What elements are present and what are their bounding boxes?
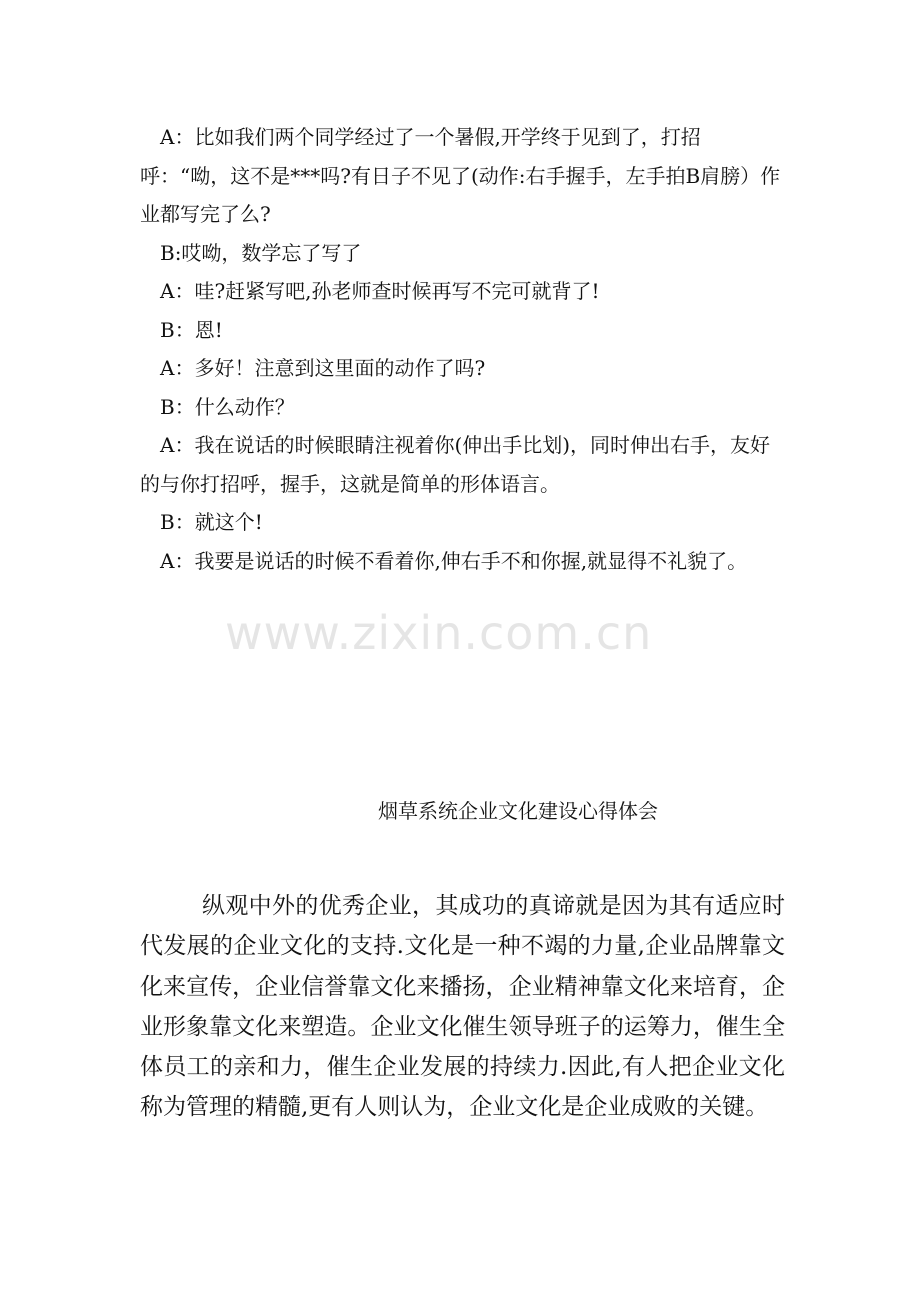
document-title: 烟草系统企业文化建设心得体会 bbox=[378, 799, 658, 823]
dialogue-line: A：多好！注意到这里面的动作了吗? bbox=[160, 356, 486, 380]
essay-paragraph: 纵观中外的优秀企业，其成功的真谛就是因为其有适应时代发展的企业文化的支持.文化是一种不竭的力量,企业品牌靠文化来宣传，企业信誉靠文化来播扬，企业精神靠文化来培育，企业形象靠文化来塑造。企业文化催生领导班子的运筹力，催生全体员工的亲和力，催生企业发展的持续力.因此,有人把企业文化称为管理的精髓,更有人则认为，企业文化是企业成败的关键。 bbox=[140, 893, 785, 1121]
dialogue-line: A：比如我们两个同学经过了一个暑假,开学终于见到了，打招呼：“呦，这不是***吗?有日子不见了(动作:右手握手，左手拍B肩膀）作业都写完了么? bbox=[140, 125, 781, 226]
dialogue-section bbox=[140, 118, 790, 580]
watermark: www.zixin.com.cn bbox=[225, 606, 653, 660]
dialogue-line: A：我在说话的时候眼睛注视着你(伸出手比划)，同时伸出右手，友好的与你打招呼，握手，这就是简单的形体语言。 bbox=[140, 433, 771, 496]
dialogue-line: B：恩! bbox=[160, 317, 223, 342]
dialogue-line: A：哇?赶紧写吧,孙老师查时候再写不完可就背了! bbox=[160, 279, 600, 303]
dialogue-line: B：什么动作？ bbox=[160, 394, 295, 419]
dialogue-line: A：我要是说话的时候不看着你,伸右手不和你握,就显得不礼貌了。 bbox=[160, 548, 748, 573]
dialogue-line: B:哎呦，数学忘了写了 bbox=[160, 240, 362, 265]
dialogue-line: B：就这个! bbox=[160, 510, 263, 534]
